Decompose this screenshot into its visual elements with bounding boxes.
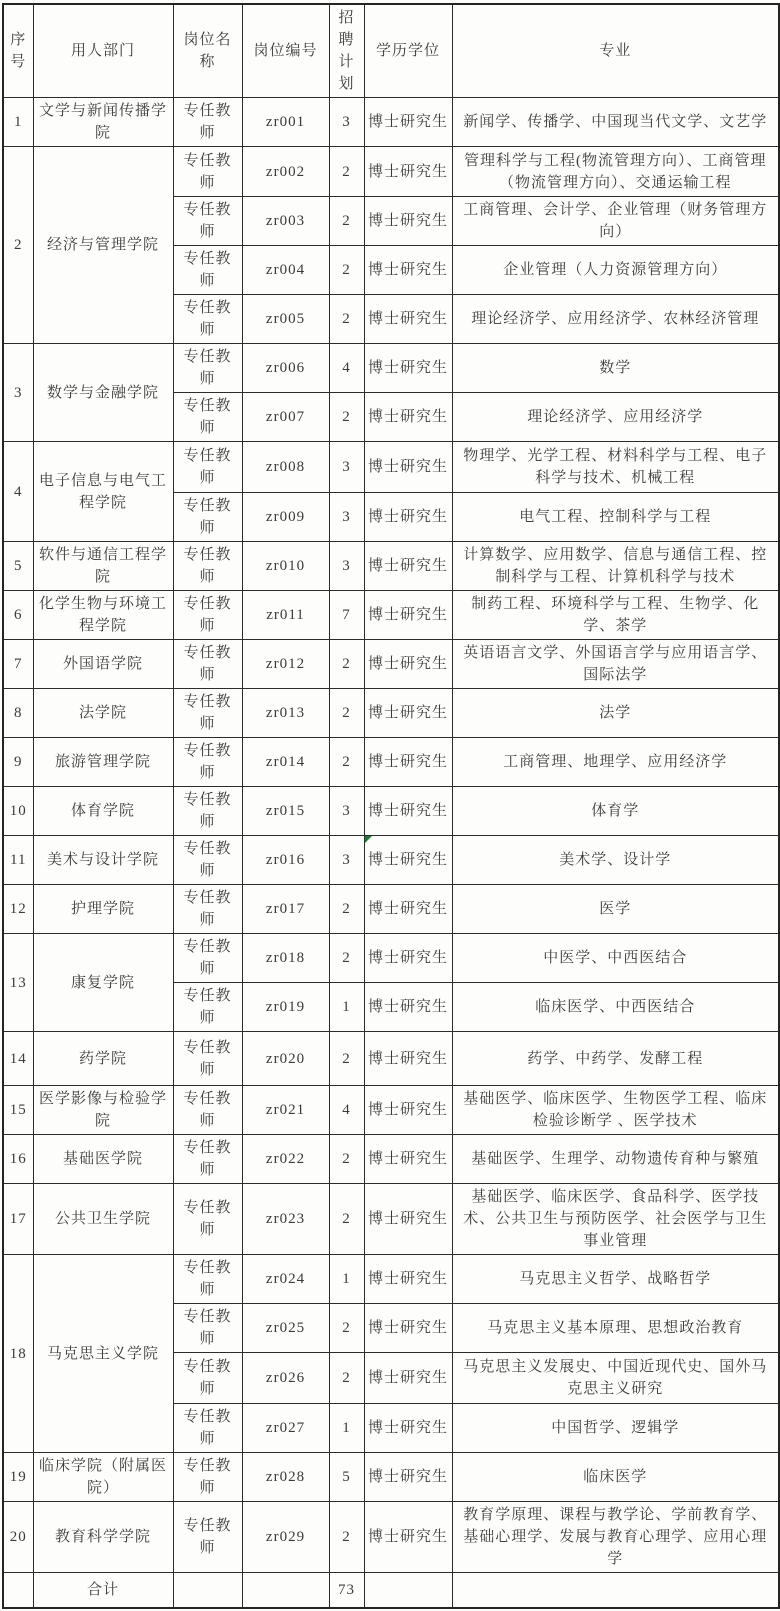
major-cell: 中医学、中西医结合 [452,934,779,983]
degree-cell: 博士研究生 [364,344,452,393]
position-code-cell: zr015 [242,787,329,836]
department-cell: 公共卫生学院 [33,1184,173,1255]
degree-cell: 博士研究生 [364,1255,452,1304]
table-row [3,1453,779,1502]
degree-cell: 博士研究生 [364,591,452,640]
position-code-cell: zr019 [242,983,329,1032]
seq-cell: 19 [3,1453,33,1502]
seq-cell: 13 [3,934,33,1032]
position-code-cell: zr029 [242,1502,329,1573]
position-title-cell: 专任教师 [173,1184,242,1255]
position-code-cell: zr026 [242,1353,329,1404]
position-title-cell: 专任教师 [173,983,242,1032]
department-cell: 护理学院 [33,885,173,934]
seq-cell: 2 [3,147,33,344]
position-code-cell: zr016 [242,836,329,885]
total-code-cell [242,1573,329,1608]
department-cell: 法学院 [33,689,173,738]
table-row [3,591,779,640]
position-code-cell: zr014 [242,738,329,787]
recruit-count-cell: 3 [329,787,364,836]
department-cell: 美术与设计学院 [33,836,173,885]
position-code-cell: zr020 [242,1032,329,1086]
col-header-position-code: 岗位编号 [242,4,329,98]
recruit-count-cell: 3 [329,836,364,885]
major-cell: 管理科学与工程(物流管理方向）、工商管理（物流管理方向）、交通运输工程 [452,147,779,197]
department-cell: 软件与通信工程学院 [33,542,173,591]
table-row [3,738,779,787]
recruit-count-cell: 3 [329,542,364,591]
seq-cell: 3 [3,344,33,442]
position-title-cell: 专任教师 [173,591,242,640]
position-code-cell: zr005 [242,295,329,344]
recruit-count-cell: 2 [329,640,364,689]
col-header-major: 专业 [452,4,779,98]
position-title-cell: 专任教师 [173,1032,242,1086]
department-cell: 经济与管理学院 [33,147,173,344]
position-title-cell: 专任教师 [173,442,242,493]
recruit-count-cell: 4 [329,344,364,393]
degree-cell: 博士研究生 [364,983,452,1032]
department-cell: 电子信息与电气工程学院 [33,442,173,542]
department-cell: 马克思主义学院 [33,1255,173,1453]
position-title-cell: 专任教师 [173,98,242,147]
total-seq-cell [3,1573,33,1608]
seq-cell: 20 [3,1502,33,1573]
position-code-cell: zr007 [242,393,329,442]
position-title-cell: 专任教师 [173,1404,242,1453]
table-row [3,1184,779,1255]
department-cell: 教育科学学院 [33,1502,173,1573]
recruitment-table [2,3,780,1609]
table-row [3,1135,779,1184]
recruit-count-cell: 1 [329,1404,364,1453]
recruit-count-cell: 2 [329,1353,364,1404]
position-code-cell: zr024 [242,1255,329,1304]
recruit-count-cell: 1 [329,1255,364,1304]
position-title-cell: 专任教师 [173,1502,242,1573]
position-title-cell: 专任教师 [173,934,242,983]
major-cell: 理论经济学、应用经济学 [452,393,779,442]
major-cell: 药学、中药学、发酵工程 [452,1032,779,1086]
degree-cell: 博士研究生 [364,1135,452,1184]
degree-cell: 博士研究生 [364,98,452,147]
header-row [3,4,779,98]
total-major-cell [452,1573,779,1608]
department-cell: 体育学院 [33,787,173,836]
position-title-cell: 专任教师 [173,1304,242,1353]
major-cell: 临床医学 [452,1453,779,1502]
total-label-cell: 合计 [33,1573,173,1608]
major-cell: 马克思主义发展史、中国近现代史、国外马克思主义研究 [452,1353,779,1404]
position-title-cell: 专任教师 [173,1453,242,1502]
degree-cell: 博士研究生 [364,147,452,197]
major-cell: 数学 [452,344,779,393]
degree-cell: 博士研究生 [364,738,452,787]
seq-cell: 15 [3,1086,33,1135]
degree-cell: 博士研究生 [364,836,452,885]
recruit-count-cell: 2 [329,393,364,442]
degree-cell: 博士研究生 [364,787,452,836]
table-row [3,1032,779,1086]
degree-cell: 博士研究生 [364,442,452,493]
position-title-cell: 专任教师 [173,738,242,787]
degree-cell: 博士研究生 [364,197,452,246]
degree-cell: 博士研究生 [364,689,452,738]
seq-cell: 14 [3,1032,33,1086]
table-row [3,147,779,197]
major-cell: 新闻学、传播学、中国现当代文学、文艺学 [452,98,779,147]
recruit-count-cell: 2 [329,197,364,246]
recruit-count-cell: 2 [329,1032,364,1086]
table-row [3,787,779,836]
degree-cell: 博士研究生 [364,493,452,542]
major-cell: 临床医学、中西医结合 [452,983,779,1032]
position-title-cell: 专任教师 [173,344,242,393]
recruit-count-cell: 3 [329,493,364,542]
position-title-cell: 专任教师 [173,787,242,836]
degree-cell: 博士研究生 [364,1086,452,1135]
table-row [3,640,779,689]
position-title-cell: 专任教师 [173,542,242,591]
seq-cell: 11 [3,836,33,885]
major-cell: 工商管理、地理学、应用经济学 [452,738,779,787]
major-cell: 企业管理（人力资源管理方向） [452,246,779,295]
table-row [3,344,779,393]
major-cell: 马克思主义哲学、战略哲学 [452,1255,779,1304]
degree-cell: 博士研究生 [364,1032,452,1086]
recruit-count-cell: 5 [329,1453,364,1502]
position-title-cell: 专任教师 [173,246,242,295]
degree-cell: 博士研究生 [364,542,452,591]
seq-cell: 4 [3,442,33,542]
seq-cell: 10 [3,787,33,836]
seq-cell: 12 [3,885,33,934]
table-row [3,836,779,885]
position-code-cell: zr028 [242,1453,329,1502]
major-cell: 物理学、光学工程、材料科学与工程、电子科学与技术、机械工程 [452,442,779,493]
position-code-cell: zr011 [242,591,329,640]
position-title-cell: 专任教师 [173,1255,242,1304]
position-title-cell: 专任教师 [173,393,242,442]
seq-cell: 16 [3,1135,33,1184]
table-row [3,1086,779,1135]
seq-cell: 5 [3,542,33,591]
recruit-count-cell: 2 [329,1502,364,1573]
degree-cell: 博士研究生 [364,393,452,442]
degree-cell: 博士研究生 [364,1184,452,1255]
col-header-position-title: 岗位名称 [173,4,242,98]
major-cell: 基础医学、临床医学、食品科学、医学技术、公共卫生与预防医学、社会医学与卫生事业管理 [452,1184,779,1255]
table-row [3,1255,779,1304]
position-title-cell: 专任教师 [173,295,242,344]
position-code-cell: zr006 [242,344,329,393]
seq-cell: 9 [3,738,33,787]
recruit-count-cell: 2 [329,738,364,787]
position-title-cell: 专任教师 [173,197,242,246]
major-cell: 中国哲学、逻辑学 [452,1404,779,1453]
major-cell: 体育学 [452,787,779,836]
position-code-cell: zr008 [242,442,329,493]
position-code-cell: zr017 [242,885,329,934]
department-cell: 康复学院 [33,934,173,1032]
seq-cell: 8 [3,689,33,738]
position-title-cell: 专任教师 [173,1086,242,1135]
major-cell: 制药工程、环境科学与工程、生物学、化学、茶学 [452,591,779,640]
major-cell: 法学 [452,689,779,738]
position-code-cell: zr025 [242,1304,329,1353]
seq-cell: 17 [3,1184,33,1255]
position-title-cell: 专任教师 [173,493,242,542]
major-cell: 美术学、设计学 [452,836,779,885]
recruit-count-cell: 7 [329,591,364,640]
position-title-cell: 专任教师 [173,1353,242,1404]
col-header-seq: 序号 [3,4,33,98]
degree-cell: 博士研究生 [364,885,452,934]
recruit-count-cell: 2 [329,246,364,295]
major-cell: 理论经济学、应用经济学、农林经济管理 [452,295,779,344]
department-cell: 化学生物与环境工程学院 [33,591,173,640]
major-cell: 工商管理、会计学、企业管理（财务管理方向） [452,197,779,246]
degree-cell: 博士研究生 [364,1404,452,1453]
major-cell: 计算数学、应用数学、信息与通信工程、控制科学与工程、计算机科学与技术 [452,542,779,591]
position-code-cell: zr018 [242,934,329,983]
degree-cell: 博士研究生 [364,246,452,295]
table-row [3,689,779,738]
table-row [3,542,779,591]
department-cell: 药学院 [33,1032,173,1086]
table-row [3,1502,779,1573]
recruit-count-cell: 2 [329,1304,364,1353]
major-cell: 基础医学、生理学、动物遗传育种与繁殖 [452,1135,779,1184]
position-code-cell: zr023 [242,1184,329,1255]
position-title-cell: 专任教师 [173,147,242,197]
table-row [3,98,779,147]
comment-marker-icon [365,836,372,843]
recruit-count-cell: 3 [329,98,364,147]
major-cell: 马克思主义基本原理、思想政治教育 [452,1304,779,1353]
major-cell: 电气工程、控制科学与工程 [452,493,779,542]
department-cell: 医学影像与检验学院 [33,1086,173,1135]
department-cell: 外国语学院 [33,640,173,689]
position-code-cell: zr027 [242,1404,329,1453]
recruit-count-cell: 2 [329,1135,364,1184]
table-row [3,885,779,934]
col-header-department: 用人部门 [33,4,173,98]
major-cell: 英语语言文学、外国语言学与应用语言学、国际法学 [452,640,779,689]
recruit-count-cell: 3 [329,442,364,493]
total-count-cell: 73 [329,1573,364,1608]
col-header-recruit-count: 招聘计划 [329,4,364,98]
position-code-cell: zr021 [242,1086,329,1135]
degree-cell: 博士研究生 [364,1502,452,1573]
position-code-cell: zr013 [242,689,329,738]
position-code-cell: zr004 [242,246,329,295]
position-title-cell: 专任教师 [173,836,242,885]
recruit-count-cell: 2 [329,147,364,197]
recruit-count-cell: 2 [329,934,364,983]
seq-cell: 18 [3,1255,33,1453]
recruit-count-cell: 4 [329,1086,364,1135]
position-code-cell: zr022 [242,1135,329,1184]
total-degree-cell [364,1573,452,1608]
position-title-cell: 专任教师 [173,1135,242,1184]
department-cell: 旅游管理学院 [33,738,173,787]
department-cell: 基础医学院 [33,1135,173,1184]
table-row [3,442,779,493]
degree-cell: 博士研究生 [364,1353,452,1404]
major-cell: 医学 [452,885,779,934]
recruit-count-cell: 2 [329,1184,364,1255]
position-code-cell: zr001 [242,98,329,147]
recruit-count-cell: 1 [329,983,364,1032]
department-cell: 临床学院（附属医院） [33,1453,173,1502]
seq-cell: 6 [3,591,33,640]
degree-cell: 博士研究生 [364,934,452,983]
degree-cell: 博士研究生 [364,1453,452,1502]
major-cell: 基础医学、临床医学、生物医学工程、临床检验诊断学 、医学技术 [452,1086,779,1135]
degree-cell: 博士研究生 [364,295,452,344]
total-title-cell [173,1573,242,1608]
position-title-cell: 专任教师 [173,640,242,689]
department-cell: 数学与金融学院 [33,344,173,442]
position-title-cell: 专任教师 [173,689,242,738]
recruit-count-cell: 2 [329,885,364,934]
major-cell: 教育学原理、课程与教学论、学前教育学、基础心理学、发展与教育心理学、应用心理学 [452,1502,779,1573]
seq-cell: 1 [3,98,33,147]
position-code-cell: zr002 [242,147,329,197]
degree-cell: 博士研究生 [364,1304,452,1353]
position-title-cell: 专任教师 [173,885,242,934]
recruit-count-cell: 2 [329,689,364,738]
department-cell: 文学与新闻传播学院 [33,98,173,147]
position-code-cell: zr009 [242,493,329,542]
degree-cell: 博士研究生 [364,640,452,689]
seq-cell: 7 [3,640,33,689]
position-code-cell: zr012 [242,640,329,689]
table-row [3,934,779,983]
position-code-cell: zr010 [242,542,329,591]
total-row [3,1573,779,1608]
col-header-degree: 学历学位 [364,4,452,98]
position-code-cell: zr003 [242,197,329,246]
recruit-count-cell: 2 [329,295,364,344]
